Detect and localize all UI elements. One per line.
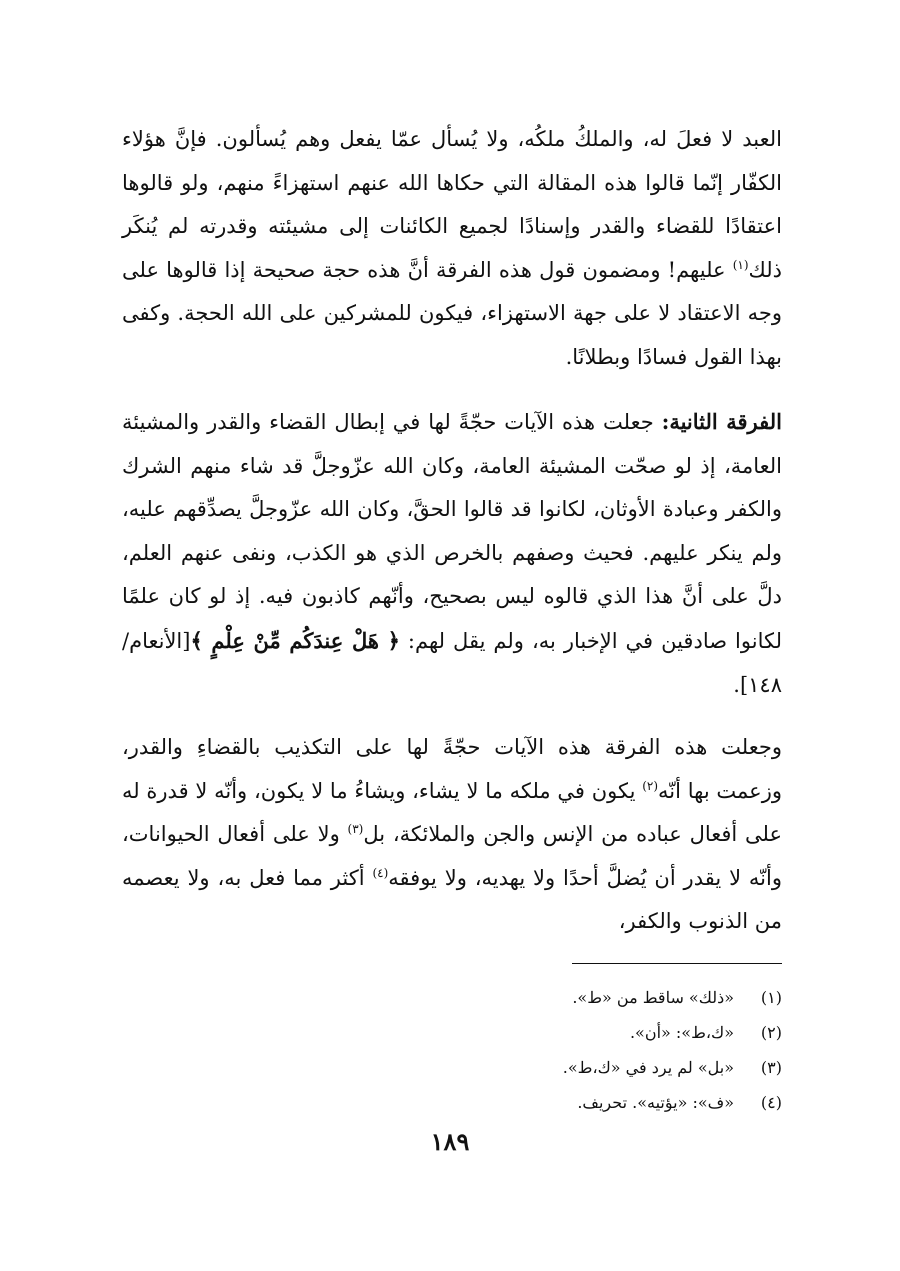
footnote-ref-3: (٣) <box>347 822 364 837</box>
footnotes <box>122 980 782 1120</box>
footnote-item <box>122 980 782 1015</box>
paragraph-3 <box>122 726 782 944</box>
footnote-ref-2: (٢) <box>642 778 659 793</box>
footnote-divider <box>572 963 782 964</box>
paragraph-1-text-a: العبد لا فعلَ له، والملكُ ملكُه، ولا يُسأل عمّا يفعل وهم يُسألون. فإنَّ هؤلاء الكفّار إنّما قالوا هذه المقالة التي حكاها الله عنهم استهزاءً منهم، ولو قالوها اعتقادًا للقضاء والقدر وإسنادًا لجميع الكائنات إلى مشيئته وقدرته لم يُنكَر ذلك <box>122 127 782 282</box>
footnote-item <box>122 1085 782 1120</box>
paragraph-2-text-a: جعلت هذه الآيات حجّةً لها في إبطال القضاء والقدر والمشيئة العامة، إذ لو صحّت المشيئة العامة، وكان الله عزّوجلَّ قد شاء منهم الشرك والكفر وعبادة الأوثان، لكانوا قد قالوا الحقَّ، وكان الله عزّوجلَّ يصدِّقهم عليه، ولم ينكر عليهم. فحيث وصفهم بالخرص الذي هو الكذب، ونفى عنهم العلم، دلَّ على أنَّ هذا الذي قالوه ليس بصحيح، وأنّهم كاذبون فيه. إذ لو كان علمًا لكانوا صادقين في الإخبار به، ولم يقل لهم: <box>122 410 782 653</box>
quran-verse: ﴿ هَلْ عِندَكُم مِّنْ عِلْمٍ ﴾ <box>190 627 400 653</box>
footnote-item <box>122 1050 782 1085</box>
paragraph-2 <box>122 400 782 707</box>
footnote-number: (١) <box>760 988 782 1007</box>
footnote-ref-4: (٤) <box>372 865 389 880</box>
paragraph-3-text-a: وجعلت هذه الفرقة هذه الآيات حجّةً لها على التكذيب بالقضاءِ والقدر، وزعمت بها أنّه <box>122 735 782 803</box>
footnote-number: (٤) <box>760 1093 782 1112</box>
footnote-ref-1: (١) <box>732 257 749 272</box>
paragraph-3-text-c: ولا على أفعال الحيوانات، وأنّه لا يقدر أن يُضلَّ أحدًا ولا يهديه، ولا يوفقه <box>122 822 782 890</box>
footnote-text: «ف»: «يؤتيه». تحريف. <box>577 1093 734 1112</box>
footnote-number: (٢) <box>760 1023 782 1042</box>
paragraph-3-text-b: يكون في ملكه ما لا يشاء، ويشاءُ ما لا يكون، وأنّه لا قدرة له على أفعال عباده من الإنس والجن والملائكة، بل <box>122 778 782 847</box>
footnote-number: (٣) <box>760 1058 782 1077</box>
paragraph-3-text-d: أكثر مما فعل به، ولا يعصمه من الذنوب والكفر، <box>122 865 782 934</box>
footnote-text: «ك،ط»: «أن». <box>629 1023 734 1042</box>
footnote-text: «ذلك» ساقط من «ط». <box>572 988 734 1007</box>
paragraph-2-heading: الفرقة الثانية: <box>661 409 783 434</box>
footnote-item <box>122 1015 782 1050</box>
quran-citation: [الأنعام/ ١٤٨]. <box>122 628 782 697</box>
paragraph-1-text-b: عليهم! ومضمون قول هذه الفرقة أنَّ هذه حجة صحيحة إذا قالوها على وجه الاعتقاد لا على جهة الاستهزاء، فيكون للمشركين على الله الحجة. وكفى بهذا القول فسادًا وبطلانًا. <box>122 257 782 369</box>
page-number: ١٨٩ <box>430 1127 470 1156</box>
paragraph-1 <box>122 118 782 380</box>
footnote-text: «بل» لم يرد في «ك،ط». <box>562 1058 734 1077</box>
